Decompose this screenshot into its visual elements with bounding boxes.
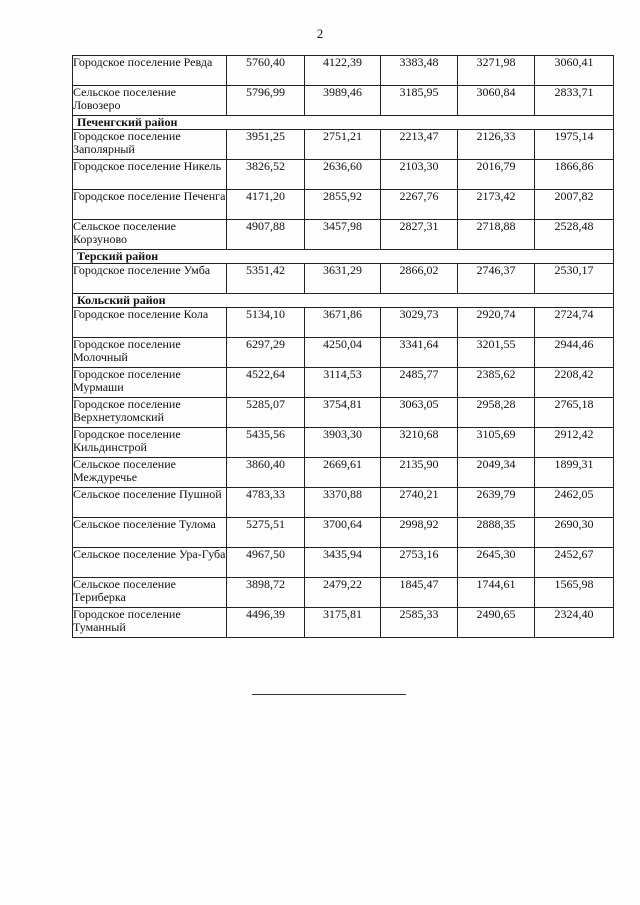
value-cell: 3631,29 bbox=[305, 264, 381, 294]
district-header-row bbox=[73, 294, 614, 308]
value-cell: 2490,65 bbox=[458, 608, 535, 638]
settlement-name: Сельское поселение Междуречье bbox=[73, 458, 227, 488]
value-cell: 3063,05 bbox=[381, 398, 458, 428]
value-cell: 3989,46 bbox=[305, 86, 381, 116]
value-cell: 2530,17 bbox=[535, 264, 614, 294]
table-row bbox=[73, 130, 614, 160]
settlement-name: Городское поселение Верхнетуломский bbox=[73, 398, 227, 428]
value-cell: 2016,79 bbox=[458, 160, 535, 190]
value-cell: 3903,30 bbox=[305, 428, 381, 458]
district-name: Терский район bbox=[73, 250, 614, 264]
value-cell: 2669,61 bbox=[305, 458, 381, 488]
value-cell: 6297,29 bbox=[227, 338, 305, 368]
table-row bbox=[73, 518, 614, 548]
value-cell: 3826,52 bbox=[227, 160, 305, 190]
settlement-name: Городское поселение Ревда bbox=[73, 56, 227, 86]
table-body bbox=[73, 56, 614, 638]
value-cell: 2213,47 bbox=[381, 130, 458, 160]
value-cell: 1744,61 bbox=[458, 578, 535, 608]
value-cell: 3114,53 bbox=[305, 368, 381, 398]
value-cell: 4171,20 bbox=[227, 190, 305, 220]
value-cell: 3271,98 bbox=[458, 56, 535, 86]
value-cell: 2833,71 bbox=[535, 86, 614, 116]
value-cell: 2267,76 bbox=[381, 190, 458, 220]
value-cell: 4967,50 bbox=[227, 548, 305, 578]
value-cell: 4907,88 bbox=[227, 220, 305, 250]
settlement-name: Городское поселение Кильдинстрой bbox=[73, 428, 227, 458]
value-cell: 3898,72 bbox=[227, 578, 305, 608]
table-row bbox=[73, 578, 614, 608]
value-cell: 2479,22 bbox=[305, 578, 381, 608]
value-cell: 1975,14 bbox=[535, 130, 614, 160]
value-cell: 2740,21 bbox=[381, 488, 458, 518]
value-cell: 3201,55 bbox=[458, 338, 535, 368]
value-cell: 2765,18 bbox=[535, 398, 614, 428]
table-row bbox=[73, 86, 614, 116]
value-cell: 2690,30 bbox=[535, 518, 614, 548]
settlement-name: Сельское поселение Ура-Губа bbox=[73, 548, 227, 578]
table-row bbox=[73, 368, 614, 398]
settlement-name: Городское поселение Умба bbox=[73, 264, 227, 294]
value-cell: 2049,34 bbox=[458, 458, 535, 488]
value-cell: 3105,69 bbox=[458, 428, 535, 458]
settlement-name: Городское поселение Молочный bbox=[73, 338, 227, 368]
tariff-table bbox=[72, 55, 614, 638]
value-cell: 5134,10 bbox=[227, 308, 305, 338]
value-cell: 2636,60 bbox=[305, 160, 381, 190]
settlement-name: Городское поселение Мурмаши bbox=[73, 368, 227, 398]
value-cell: 2920,74 bbox=[458, 308, 535, 338]
value-cell: 4122,39 bbox=[305, 56, 381, 86]
value-cell: 4522,64 bbox=[227, 368, 305, 398]
value-cell: 2724,74 bbox=[535, 308, 614, 338]
table-row bbox=[73, 548, 614, 578]
value-cell: 2462,05 bbox=[535, 488, 614, 518]
value-cell: 2585,33 bbox=[381, 608, 458, 638]
value-cell: 3700,64 bbox=[305, 518, 381, 548]
value-cell: 2208,42 bbox=[535, 368, 614, 398]
value-cell: 4250,04 bbox=[305, 338, 381, 368]
page-number: 2 bbox=[316, 26, 324, 41]
table-row bbox=[73, 338, 614, 368]
value-cell: 1845,47 bbox=[381, 578, 458, 608]
value-cell: 2639,79 bbox=[458, 488, 535, 518]
value-cell: 2944,46 bbox=[535, 338, 614, 368]
value-cell: 3754,81 bbox=[305, 398, 381, 428]
settlement-name: Городское поселение Туманный bbox=[73, 608, 227, 638]
value-cell: 2528,48 bbox=[535, 220, 614, 250]
value-cell: 5275,51 bbox=[227, 518, 305, 548]
value-cell: 3671,86 bbox=[305, 308, 381, 338]
table-row bbox=[73, 398, 614, 428]
settlement-name: Сельское поселение Тулома bbox=[73, 518, 227, 548]
value-cell: 2753,16 bbox=[381, 548, 458, 578]
value-cell: 3029,73 bbox=[381, 308, 458, 338]
value-cell: 3341,64 bbox=[381, 338, 458, 368]
district-name: Кольский район bbox=[73, 294, 614, 308]
value-cell: 5760,40 bbox=[227, 56, 305, 86]
value-cell: 1866,86 bbox=[535, 160, 614, 190]
value-cell: 2103,30 bbox=[381, 160, 458, 190]
value-cell: 2324,40 bbox=[535, 608, 614, 638]
value-cell: 1565,98 bbox=[535, 578, 614, 608]
table-row bbox=[73, 608, 614, 638]
value-cell: 3060,41 bbox=[535, 56, 614, 86]
district-name: Печенгский район bbox=[73, 116, 614, 130]
district-header-row bbox=[73, 250, 614, 264]
value-cell: 3435,94 bbox=[305, 548, 381, 578]
table-row bbox=[73, 428, 614, 458]
value-cell: 3175,81 bbox=[305, 608, 381, 638]
value-cell: 1899,31 bbox=[535, 458, 614, 488]
value-cell: 4496,39 bbox=[227, 608, 305, 638]
value-cell: 2173,42 bbox=[458, 190, 535, 220]
district-header-row bbox=[73, 116, 614, 130]
settlement-name: Сельское поселение Ловозеро bbox=[73, 86, 227, 116]
value-cell: 3383,48 bbox=[381, 56, 458, 86]
value-cell: 3370,88 bbox=[305, 488, 381, 518]
value-cell: 2958,28 bbox=[458, 398, 535, 428]
value-cell: 2998,92 bbox=[381, 518, 458, 548]
settlement-name: Городское поселение Печенга bbox=[73, 190, 227, 220]
table-row bbox=[73, 220, 614, 250]
table-row bbox=[73, 264, 614, 294]
table-row bbox=[73, 488, 614, 518]
value-cell: 5796,99 bbox=[227, 86, 305, 116]
value-cell: 2718,88 bbox=[458, 220, 535, 250]
value-cell: 5351,42 bbox=[227, 264, 305, 294]
value-cell: 5285,07 bbox=[227, 398, 305, 428]
settlement-name: Городское поселение Кола bbox=[73, 308, 227, 338]
table-row bbox=[73, 458, 614, 488]
table-row bbox=[73, 160, 614, 190]
settlement-name: Сельское поселение Корзуново bbox=[73, 220, 227, 250]
value-cell: 2645,30 bbox=[458, 548, 535, 578]
settlement-name: Сельское поселение Пушной bbox=[73, 488, 227, 518]
value-cell: 3210,68 bbox=[381, 428, 458, 458]
value-cell: 3860,40 bbox=[227, 458, 305, 488]
value-cell: 2135,90 bbox=[381, 458, 458, 488]
value-cell: 3457,98 bbox=[305, 220, 381, 250]
value-cell: 2746,37 bbox=[458, 264, 535, 294]
table-row bbox=[73, 190, 614, 220]
table-row bbox=[73, 308, 614, 338]
bottom-rule bbox=[252, 694, 406, 695]
settlement-name: Сельское поселение Териберка bbox=[73, 578, 227, 608]
value-cell: 3060,84 bbox=[458, 86, 535, 116]
value-cell: 2126,33 bbox=[458, 130, 535, 160]
table-row bbox=[73, 56, 614, 86]
value-cell: 2452,67 bbox=[535, 548, 614, 578]
value-cell: 3185,95 bbox=[381, 86, 458, 116]
value-cell: 3951,25 bbox=[227, 130, 305, 160]
value-cell: 2751,21 bbox=[305, 130, 381, 160]
settlement-name: Городское поселение Заполярный bbox=[73, 130, 227, 160]
value-cell: 2912,42 bbox=[535, 428, 614, 458]
value-cell: 2007,82 bbox=[535, 190, 614, 220]
value-cell: 2888,35 bbox=[458, 518, 535, 548]
value-cell: 2827,31 bbox=[381, 220, 458, 250]
value-cell: 2855,92 bbox=[305, 190, 381, 220]
value-cell: 2385,62 bbox=[458, 368, 535, 398]
value-cell: 4783,33 bbox=[227, 488, 305, 518]
settlement-name: Городское поселение Никель bbox=[73, 160, 227, 190]
value-cell: 2866,02 bbox=[381, 264, 458, 294]
value-cell: 2485,77 bbox=[381, 368, 458, 398]
value-cell: 5435,56 bbox=[227, 428, 305, 458]
